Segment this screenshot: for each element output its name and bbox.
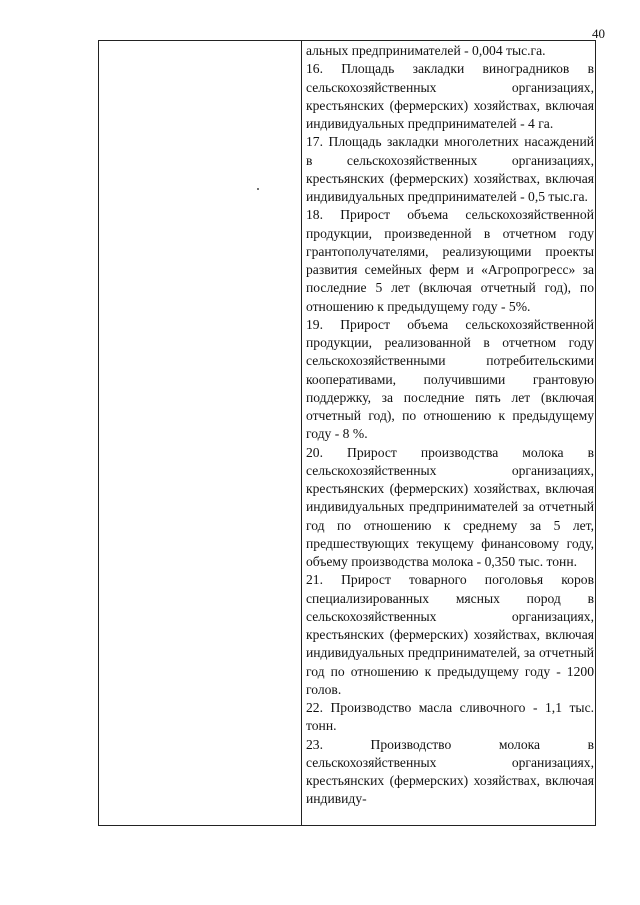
indicator-item-22: 22. Производство масла сливочного - 1,1 тыс. тонн. [306,700,594,734]
indicators-column [306,42,594,825]
scan-speck [257,188,259,190]
indicator-item-19: 19. Прирост объема сельскохозяйственной продукции, реализованной в отчетном году сельскохозяйственными потребительскими кооперативами, получившими грантовую поддержку, за последние пять лет (включая отчетный год), по отношению к предыдущему году - 8 %. [306,316,594,442]
indicator-item-16: 16. Площадь закладки виноградников в сельскохозяйственных организациях, крестьянских (фермерских) хозяйствах, включая индивидуальных предпринимателей - 4 га. [306,61,594,131]
indicator-item-20: 20. Прирост производства молока в сельскохозяйственных организациях, крестьянских (фермерских) хозяйствах, включая индивидуальных предпринимателей за отчетный год по отношению к среднему за 5 лет, предшествующих текущему финансовому году, объему производства молока - 0,350 тыс. тонн. [306,444,594,569]
indicator-item-15-continued: альных предпринимателей - 0,004 тыс.га. [306,43,546,58]
document-table [98,40,596,826]
indicator-item-21: 21. Прирост товарного поголовья коров специализированных мясных пород в сельскохозяйственных организациях, крестьянских (фермерских) хозяйствах, включая индивидуальных предпринимателей, за отчетный год по отношению к предыдущему году - 1200 голов. [306,572,594,697]
page-number: 40 [592,26,605,41]
column-divider [301,41,302,825]
indicator-item-23: 23. Производство молока в сельскохозяйственных организациях, крестьянских (фермерских) хозяйствах, включая индивиду- [306,736,594,807]
indicator-item-17: 17. Площадь закладки многолетних насаждений в сельскохозяйственных организациях, крестьянских (фермерских) хозяйствах, включая индивидуальных предпринимателей - 0,5 тыс.га. [306,134,594,204]
indicator-item-18: 18. Прирост объема сельскохозяйственной продукции, произведенной в отчетном году грантополучателями, реализующими проекты развития семейных ферм и «Агропрогресс» за последние 5 лет (включая отчетный год), по отношению к предыдущему году - 5%. [306,207,594,314]
